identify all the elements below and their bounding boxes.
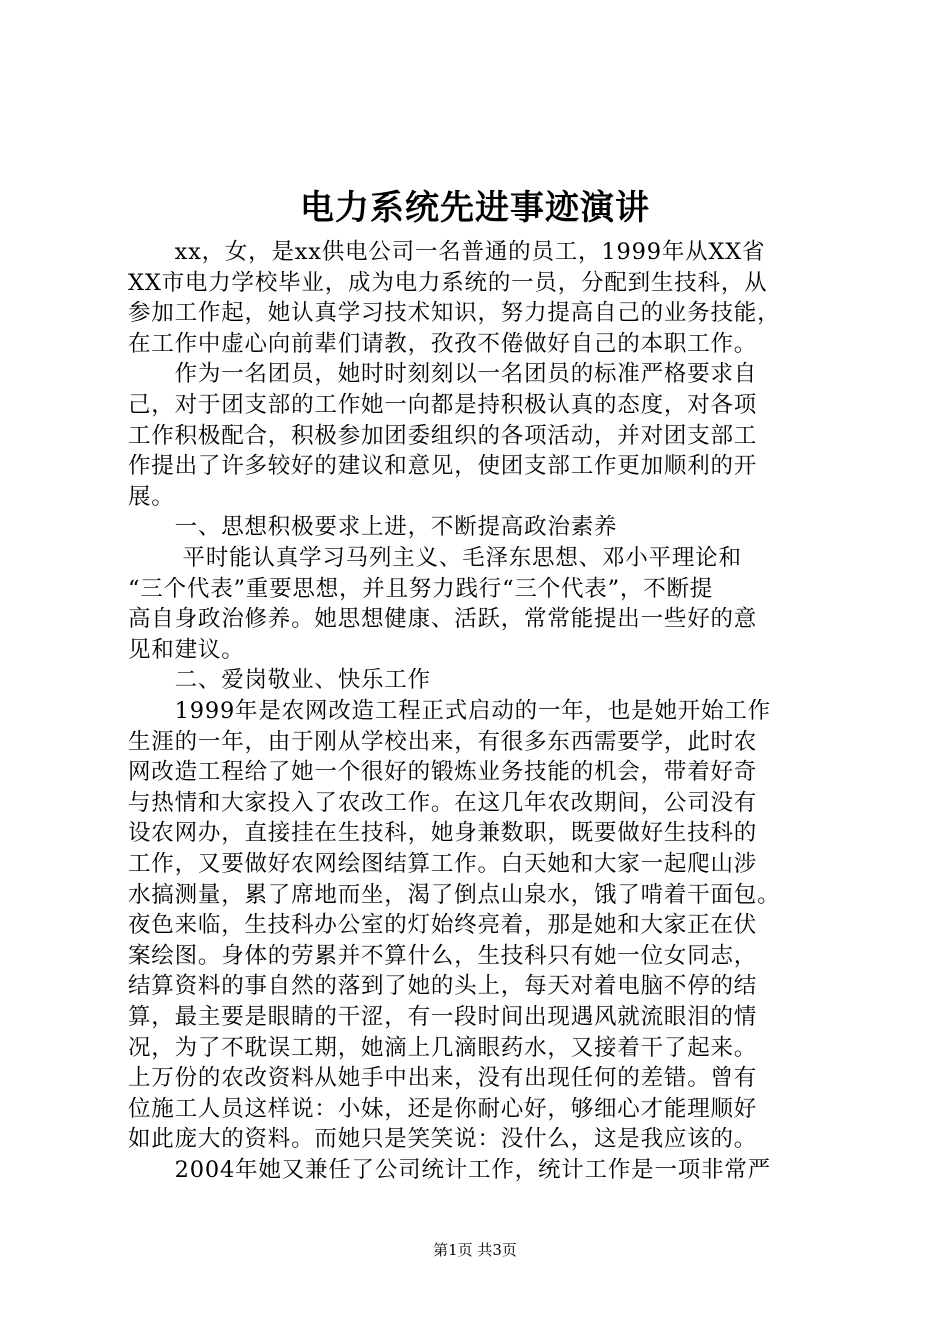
body-line: 与热情和大家投入了农改工作。在这几年农改期间，公司没有	[128, 789, 758, 816]
body-line: 工作积极配合，积极参加团委组织的各项活动，并对团支部工	[128, 422, 758, 449]
body-line: 工作，又要做好农网绘图结算工作。白天她和大家一起爬山涉	[128, 851, 758, 877]
body-line: 一、思想积极要求上进，不断提高政治素养	[128, 514, 618, 541]
body-line: 如此庞大的资料。而她只是笑笑说：没什么，这是我应该的。	[128, 1126, 758, 1153]
body-line: xx，女，是xx供电公司一名普通的员工，1999年从XX省	[128, 239, 766, 265]
body-line: 设农网办，直接挂在生技科，她身兼数职，既要做好生技科的	[128, 820, 758, 847]
body-line: 见和建议。	[128, 636, 245, 663]
body-line: XX市电力学校毕业，成为电力系统的一员，分配到生技科，从	[128, 269, 768, 296]
body-line: 算，最主要是眼睛的干涩，有一段时间出现遇风就流眼泪的情	[128, 1004, 758, 1030]
body-line: 二、爱岗敬业、快乐工作	[128, 667, 431, 694]
body-line: 展。	[128, 483, 175, 510]
body-line: 生涯的一年，由于刚从学校出来，有很多东西需要学，此时农	[128, 728, 758, 755]
body-line: 作提出了许多较好的建议和意见，使团支部工作更加顺利的开	[128, 453, 758, 480]
body-line: “三个代表”重要思想，并且努力践行“三个代表”，不断提	[128, 575, 714, 602]
body-line: 2004年她又兼任了公司统计工作，统计工作是一项非常严	[128, 1157, 771, 1183]
page-footer: 第1页 共3页	[433, 1241, 517, 1259]
body-line: 夜色来临，生技科办公室的灯始终亮着，那是她和大家正在伏	[128, 912, 758, 939]
body-line: 位施工人员这样说：小妹，还是你耐心好，够细心才能理顺好	[128, 1095, 758, 1122]
body-line: 1999年是农网改造工程正式启动的一年，也是她开始工作	[128, 698, 771, 724]
body-line: 平时能认真学习马列主义、毛泽东思想、邓小平理论和	[128, 545, 742, 571]
body-line: 参加工作起，她认真学习技术知识，努力提高自己的业务技能，	[128, 300, 781, 327]
body-line: 况，为了不耽误工期，她滴上几滴眼药水，又接着干了起来。	[128, 1034, 758, 1061]
body-line: 案绘图。身体的劳累并不算什么，生技科只有她一位女同志，	[128, 942, 758, 969]
body-line: 高自身政治修养。她思想健康、活跃，常常能提出一些好的意	[128, 606, 758, 633]
body-line: 在工作中虚心向前辈们请教，孜孜不倦做好自己的本职工作。	[128, 330, 758, 357]
body-line: 作为一名团员，她时时刻刻以一名团员的标准严格要求自	[128, 361, 758, 388]
body-line: 结算资料的事自然的落到了她的头上，每天对着电脑不停的结	[128, 973, 758, 1000]
body-line: 上万份的农改资料从她手中出来，没有出现任何的差错。曾有	[128, 1065, 758, 1092]
body-line: 己，对于团支部的工作她一向都是持积极认真的态度，对各项	[128, 392, 758, 418]
body-line: 水搞测量，累了席地而坐，渴了倒点山泉水，饿了啃着干面包。	[128, 881, 781, 908]
document-title: 电力系统先进事迹演讲	[300, 188, 650, 228]
body-line: 网改造工程给了她一个很好的锻炼业务技能的机会，带着好奇	[128, 759, 758, 786]
